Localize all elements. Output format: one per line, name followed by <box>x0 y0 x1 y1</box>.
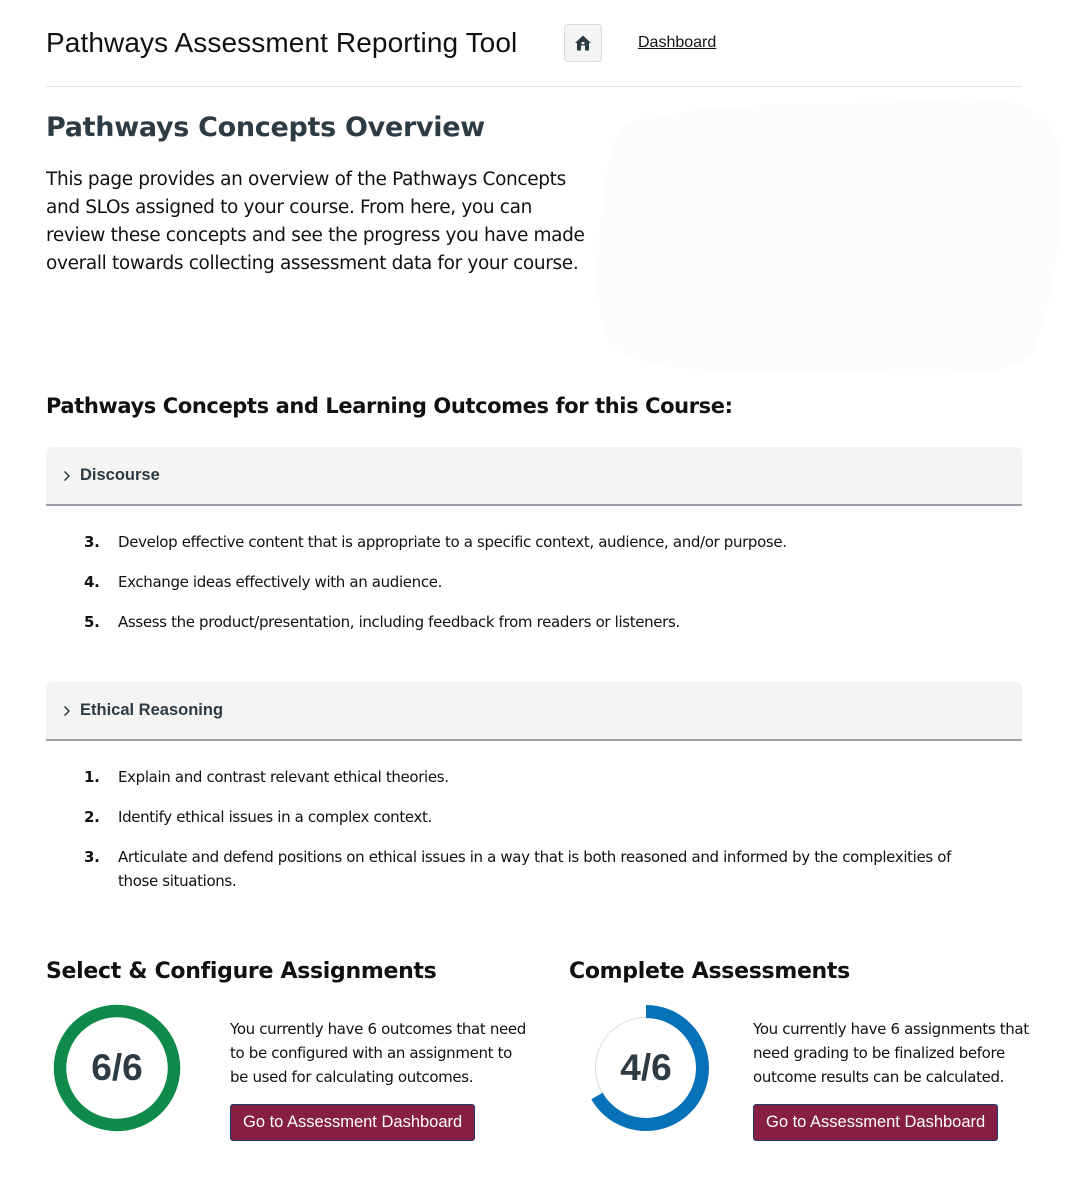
accordion-ethical-reasoning <box>46 682 1022 890</box>
outcome-number: 5. <box>84 613 100 631</box>
complete-assessments-card <box>569 955 1049 1155</box>
card-title: Select & Configure Assignments <box>46 959 437 984</box>
outcome-item <box>46 530 1022 554</box>
card-description: You currently have 6 assignments that need grading to be finalized before outcome results can be calculated. <box>753 1020 1029 1086</box>
intro-text: This page provides an overview of the Pathways Concepts and SLOs assigned to your course. From here, you can review these concepts and see the progress you have made overall towards collecting assessment data for your course. <box>46 169 585 274</box>
outcome-number: 3. <box>84 533 100 551</box>
progress-value: 6/6 <box>91 1047 143 1088</box>
outcome-text: Exchange ideas effectively with an audience. <box>118 573 443 591</box>
outcome-number: 4. <box>84 573 100 591</box>
accordion-header-ethical-reasoning[interactable] <box>46 682 1022 741</box>
outcome-text: Develop effective content that is appropriate to a specific context, audience, and/or purpose. <box>118 533 787 551</box>
outcome-item <box>46 805 1022 829</box>
outcome-item <box>46 570 1022 594</box>
accordion-discourse <box>46 447 1022 631</box>
card-description: You currently have 6 outcomes that need to be configured with an assignment to be used for calculating outcomes. <box>230 1020 526 1086</box>
hero-illustration-placeholder <box>595 88 1065 378</box>
accordion-label: Discourse <box>80 466 160 484</box>
outcome-item <box>46 845 1022 893</box>
select-configure-card <box>46 955 526 1155</box>
app-title: Pathways Assessment Reporting Tool <box>46 27 518 58</box>
outcome-text: Explain and contrast relevant ethical theories. <box>118 768 449 786</box>
accordion-header-discourse[interactable] <box>46 447 1022 506</box>
page-title: Pathways Concepts Overview <box>46 112 485 143</box>
outcome-text: Assess the product/presentation, including feedback from readers or listeners. <box>118 613 680 631</box>
concepts-section-title: Pathways Concepts and Learning Outcomes for this Course: <box>46 394 733 418</box>
dashboard-link[interactable]: Dashboard <box>638 34 717 51</box>
card-title: Complete Assessments <box>569 959 850 984</box>
progress-ring <box>581 1003 711 1133</box>
go-to-assessment-dashboard-button[interactable]: Go to Assessment Dashboard <box>230 1104 475 1141</box>
go-to-assessment-dashboard-button[interactable]: Go to Assessment Dashboard <box>753 1104 998 1141</box>
home-icon <box>573 33 593 53</box>
outcome-number: 3. <box>84 848 100 866</box>
outcome-number: 2. <box>84 808 100 826</box>
outcome-text: Articulate and defend positions on ethical issues in a way that is both reasoned and informed by the complexities of those situations. <box>118 848 952 890</box>
progress-value: 4/6 <box>620 1047 672 1088</box>
chevron-right-icon <box>62 469 74 483</box>
chevron-right-icon <box>62 704 74 718</box>
outcome-item <box>46 765 1022 789</box>
accordion-label: Ethical Reasoning <box>80 701 224 719</box>
outcome-text: Identify ethical issues in a complex context. <box>118 808 432 826</box>
home-button[interactable] <box>564 24 602 62</box>
outcome-number: 1. <box>84 768 100 786</box>
progress-ring <box>52 1003 182 1133</box>
app-header <box>46 0 1022 87</box>
outcome-item <box>46 610 1022 634</box>
